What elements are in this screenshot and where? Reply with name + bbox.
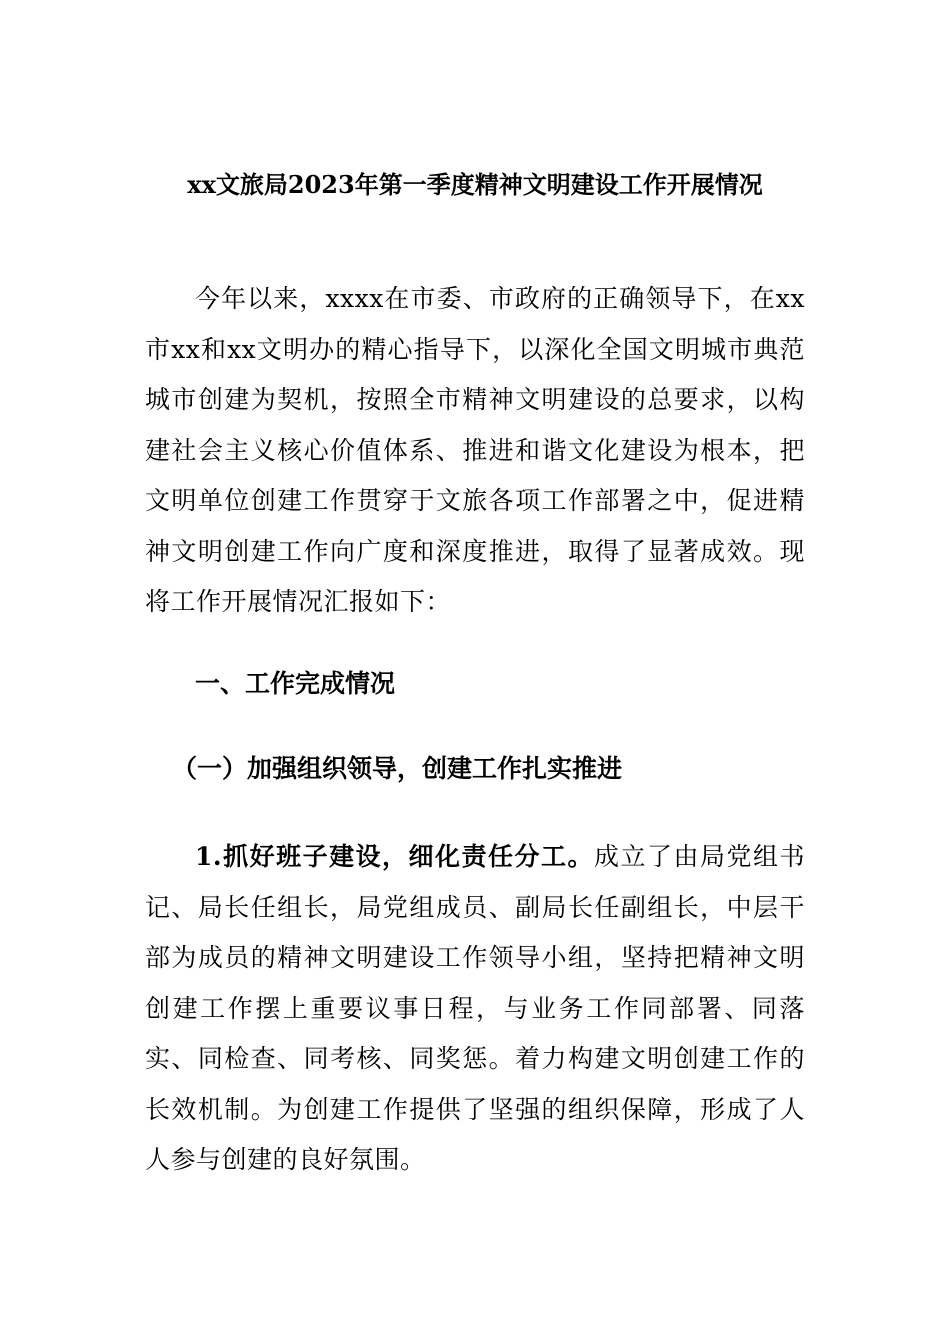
- item-1-paragraph: [145, 832, 805, 1186]
- intro-paragraph: 今年以来，xxxx在市委、市政府的正确领导下，在xx市xx和xx文明办的精心指导下，以深化全国文明城市典范城市创建为契机，按照全市精神文明建设的总要求，以构建社会主义核心价值体系、推进和谐文化建设为根本，把文明单位创建工作贯穿于文旅各项工作部署之中，促进精神文明创建工作向广度和深度推进，取得了显著成效。现将工作开展情况汇报如下：: [145, 284, 805, 616]
- section-heading: 一、工作完成情况: [195, 669, 396, 698]
- subsection-heading: （一）加强组织领导，创建工作扎实推进: [172, 754, 623, 783]
- item-1-lead: 1.抓好班子建设，细化责任分工。: [195, 842, 595, 871]
- document-title: xx文旅局2023年第一季度精神文明建设工作开展情况: [187, 170, 763, 199]
- item-1-body: 成立了由局党组书记、局长任组长，局党组成员、副局长任副组长，中层干部为成员的精神文明建设工作领导小组，坚持把精神文明创建工作摆上重要议事日程，与业务工作同部署、同落实、同检查、同考核、同奖惩。着力构建文明创建工作的长效机制。为创建工作提供了坚强的组织保障，形成了人人参与创建的良好氛围。: [145, 842, 805, 1174]
